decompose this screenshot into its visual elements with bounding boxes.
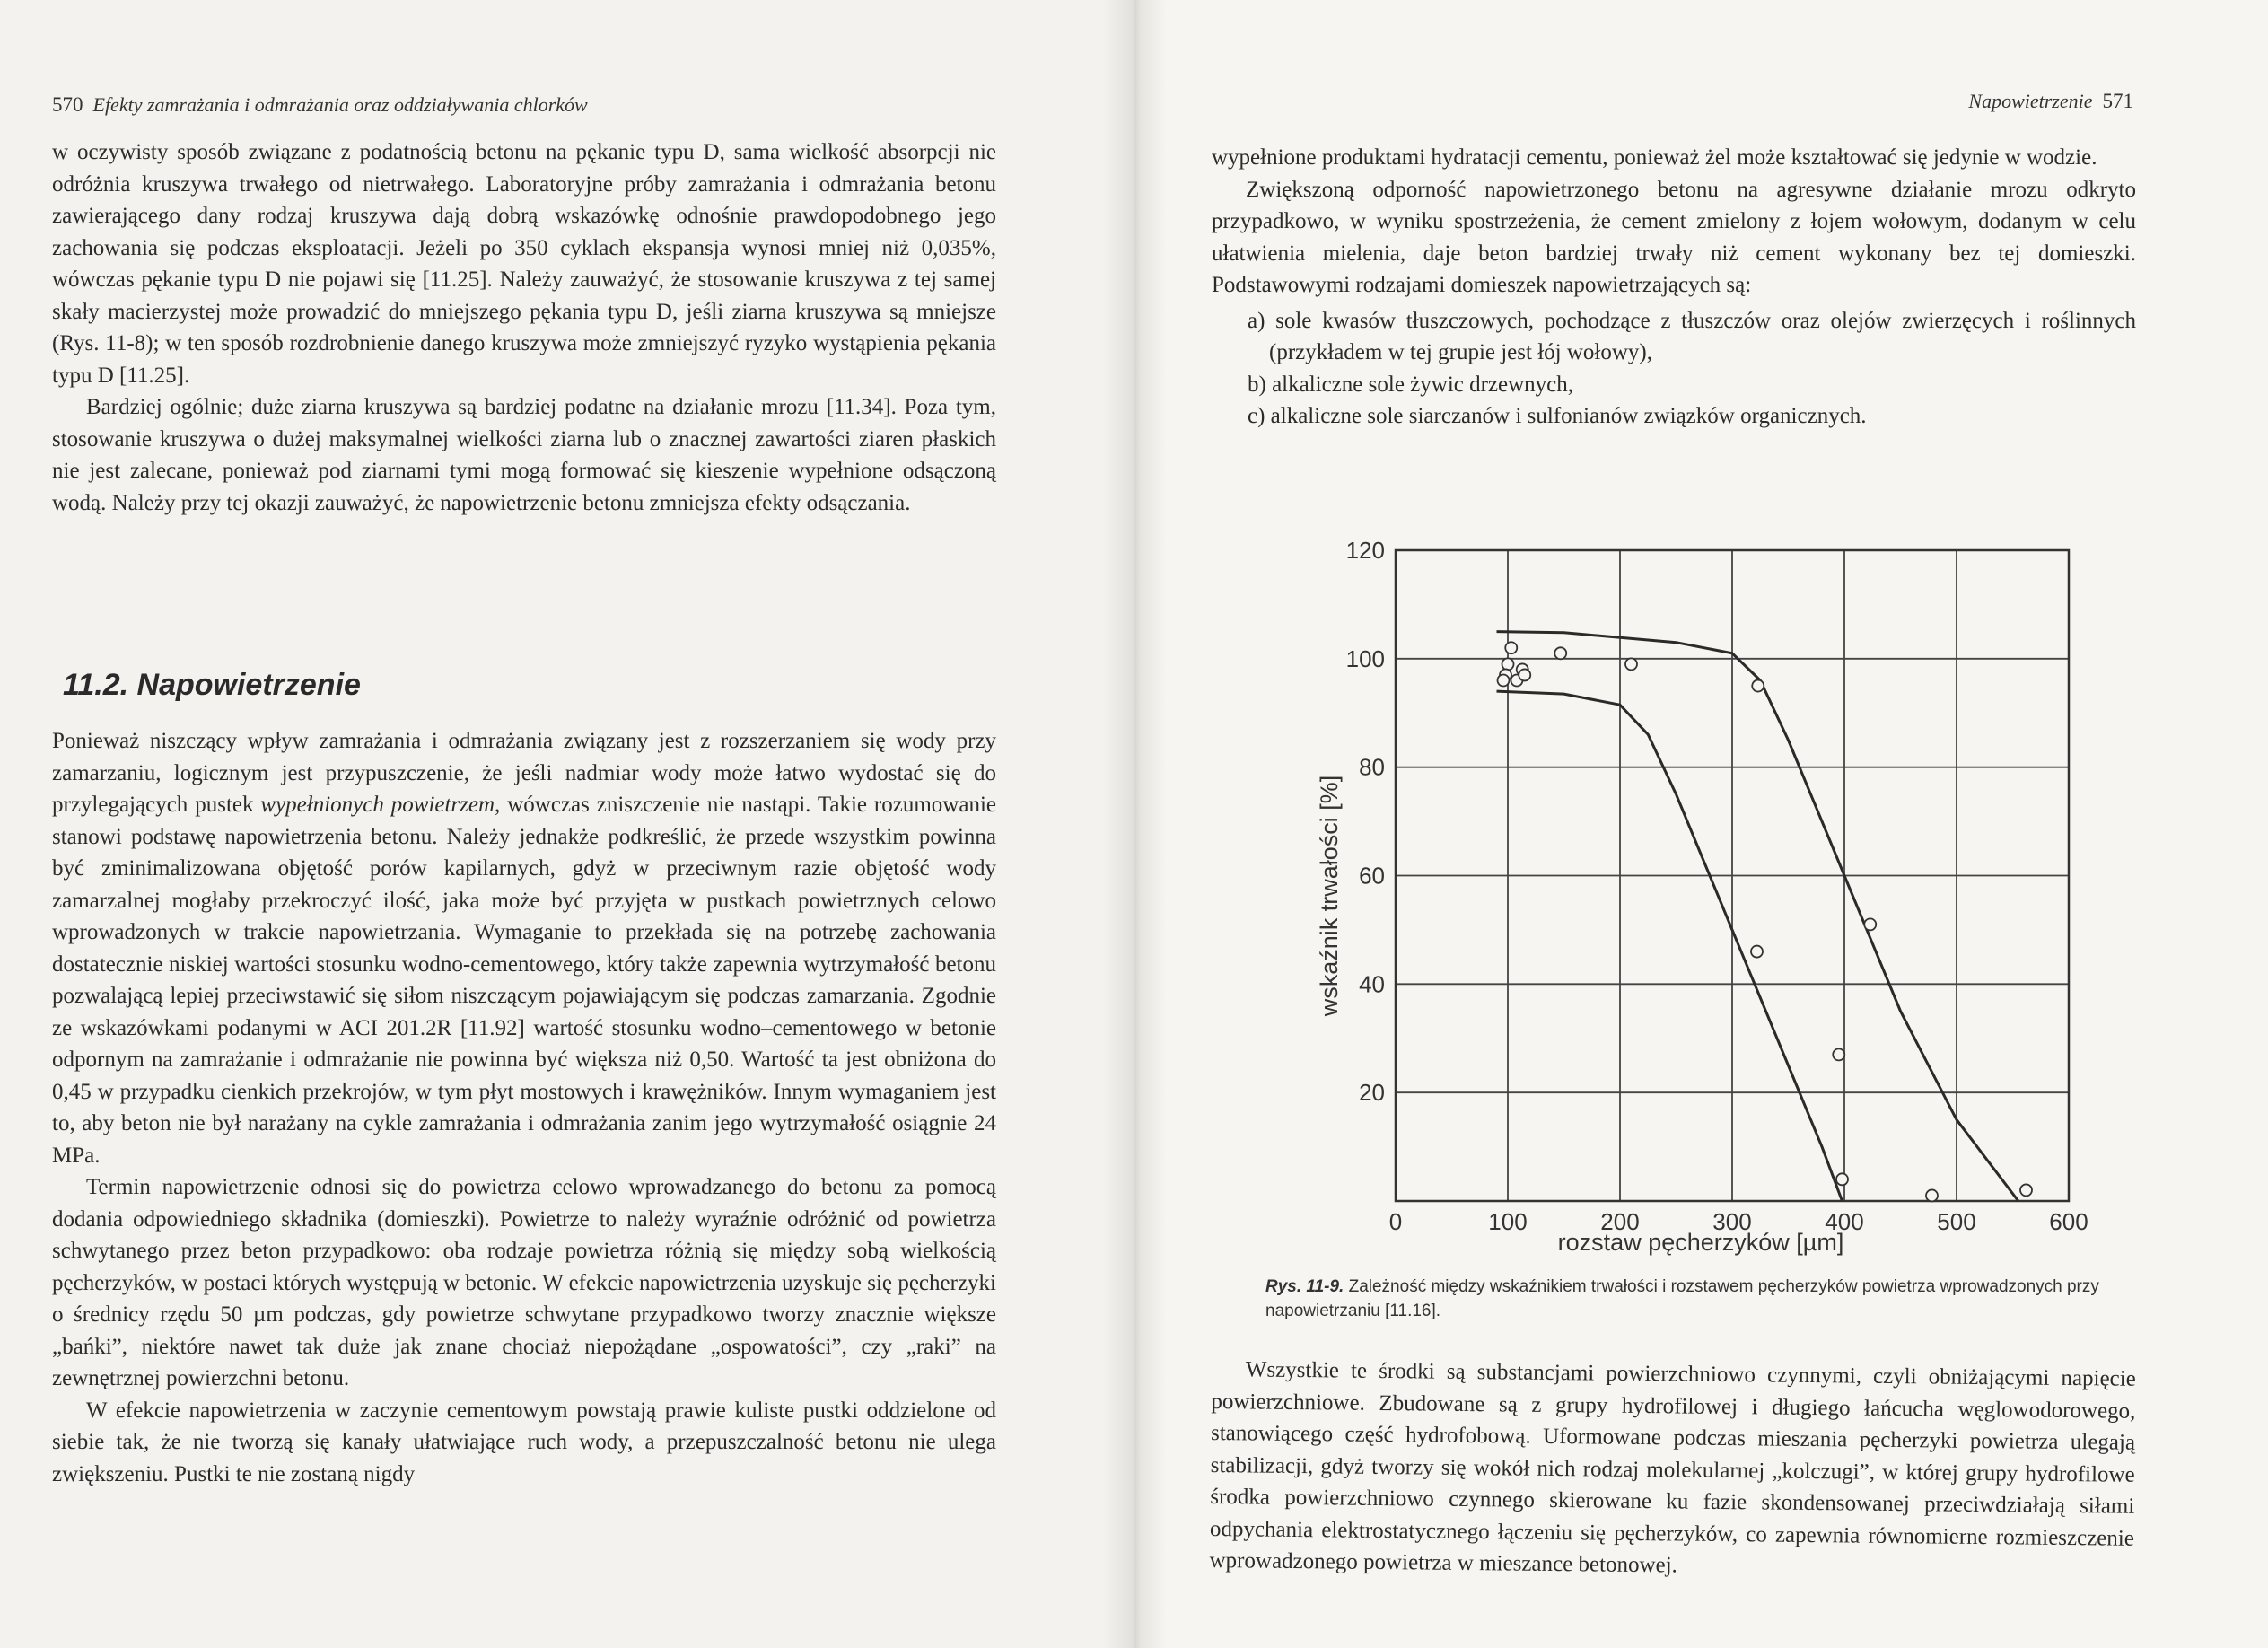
chart-points bbox=[1498, 642, 2033, 1201]
x-tick-label: 600 bbox=[2049, 1208, 2088, 1235]
right-paragraph-2: Zwiększoną odporność napowietrzonego betonu na agresywne działanie mrozu odkryto przypadkowo, w wyniku spostrzeżenia, że cement zmielony z łojem wołowym, dodanym w celu ułatwienia mielenia, daje beton bardziej trwały niż cement wykonany bez tej domieszki. Podstawowymi rodzajami domieszek napowietrzających są: bbox=[1212, 177, 2136, 297]
y-tick-label: 20 bbox=[1359, 1079, 1385, 1107]
left-paragraph-1: w oczywisty sposób związane z podatnością betonu na pękanie typu D, sama wielkość absorpcji nie odróżnia kruszywa trwałego od nietrwałego. Laboratoryjne próby zamrażania i odmrażania betonu zawierającego dany rodzaj kruszywa dają dobrą wskazówkę odnośnie prawdopodobnego jego zachowania się podczas eksploatacji. Jeżeli po 350 cyklach ekspansja wynosi mniej niż 0,035%, wówczas pękanie typu D nie pojawi się [11.25]. Należy zauważyć, że stosowanie kruszywa z tej samej skały macierzystej może prowadzić do mniejszego pękania typu D, jeśli ziarna kruszywa są mniejsze (Rys. 11-8); w ten sposób rozdrobnienie danego kruszywa może zmniejszyć ryzyko wystąpienia pękania typu D [11.25]. bbox=[52, 140, 996, 388]
y-axis-label: wskaźnik trwałości [%] bbox=[1316, 775, 1343, 1017]
caption-text: Zależność między wskaźnikiem trwałości i rozstawem pęcherzyków powietrza wprowadzonych przy napowietrzaniu [11.16]. bbox=[1265, 1277, 2099, 1320]
right-text-bottom bbox=[1209, 1354, 2136, 1586]
x-tick-label: 300 bbox=[1712, 1208, 1752, 1235]
right-text-top bbox=[1212, 142, 2136, 433]
x-tick-label: 0 bbox=[1388, 1208, 1403, 1235]
data-point bbox=[1836, 1173, 1848, 1185]
caption-label: Rys. 11-9. bbox=[1265, 1277, 1344, 1296]
left-paragraph-3: Ponieważ niszczący wpływ zamrażania i odmrażania związany jest z rozszerzaniem się wody przy zamarzaniu, logicznym jest przypuszczenie, że jeśli nadmiar wody może łatwo wydostać się do przylegających pustek wypełnionych powietrzem, wówczas zniszczenie nie nastąpi. Takie rozumowanie stanowi podstawę napowietrzenia betonu. Należy jednakże podkreślić, że przede wszystkim powinna być zminimalizowana objętość porów kapilarnych, gdyż w przeciwnym razie objętość wody zamarzalnej mogłaby przekroczyć ilość, jaka może być przyjęta w pustkach powietrznych celowo wprowadzonych w trakcie napowietrzania. Wymaganie to przekłada się na potrzebę zachowania dostatecznie niskiej wartości stosunku wodno-cementowego, który także zapewnia wytrzymałość betonu pozwalającą lepiej przeciwstawić się siłom niszczącym pojawiającym się podczas zamarzania. Zgodnie ze wskazówkami podanymi w ACI 201.2R [11.92] wartość stosunku wodno–cementowego w betonie odpornym na zamrażanie i odmrażanie nie powinna być większa niż 0,50. Wartość ta jest obniżona do 0,45 w przypadku cienkich przekrojów, w tym płyt mostowych i krawężników. Innym wymaganiem jest to, aby beton nie był narażany na cykle zamrażania i odmrażania zanim jego wytrzymałość osiągnie 24 MPa. bbox=[52, 729, 996, 1168]
x-tick-label: 500 bbox=[1937, 1208, 1976, 1235]
data-point bbox=[1833, 1048, 1844, 1060]
book-gutter bbox=[1104, 0, 1167, 1648]
data-point bbox=[1864, 918, 1876, 930]
y-tick-label: 60 bbox=[1359, 862, 1385, 890]
trend-curve bbox=[1497, 632, 2018, 1201]
left-text-top bbox=[52, 136, 996, 519]
chart-ticks bbox=[1346, 537, 2088, 1235]
chart-curves bbox=[1497, 632, 2018, 1201]
left-text-bottom bbox=[52, 725, 996, 1490]
data-point bbox=[1625, 658, 1637, 670]
left-paragraph-2: Bardziej ogólnie; duże ziarna kruszywa są bardziej podatne na działanie mrozu [11.34]. Poza tym, stosowanie kruszywa o dużej maksymalnej wielkości ziarna lub o znacznej zawartości ziaren płaskich nie jest zalecane, ponieważ pod ziarnami tymi mogą formować się kieszenie wypełnione odsączoną wodą. Należy przy tej okazji zauważyć, że napowietrzenie betonu zmniejsza efekty odsączania. bbox=[52, 395, 996, 515]
y-tick-label: 120 bbox=[1345, 537, 1385, 564]
durability-chart bbox=[1310, 537, 2088, 1273]
list-item: c) alkaliczne sole siarczanów i sulfonianów związków organicznych. bbox=[1248, 404, 1867, 428]
data-point bbox=[1505, 642, 1517, 653]
x-tick-label: 400 bbox=[1825, 1208, 1864, 1235]
y-tick-label: 80 bbox=[1359, 753, 1385, 781]
list-item: a) sole kwasów tłuszczowych, pochodzące z tłuszczów oraz olejów zwierzęcych i roślinnych (przykładem w tej grupie jest łój wołowy), bbox=[1248, 308, 2136, 364]
data-point bbox=[1519, 669, 1530, 680]
data-point bbox=[2020, 1184, 2032, 1196]
right-running-head bbox=[1968, 90, 2133, 113]
admixture-list bbox=[1212, 305, 2136, 433]
right-paragraph-3: Wszystkie te środki są substancjami powierzchniowo czynnymi, czyli obniżającymi napięcie powierzchniowe. Zbudowane są z grupy hydrofilowej i długiego łańcucha węglowodorowego, stanowiącego część hydrofobową. Uformowane podczas mieszania pęcherzyki powietrza ulegają stabilizacji, gdyż tworzy się wokół nich rodzaj molekularnej „kolczugi”, w której grupy hydrofilowe środka powierzchniowo czynnego skierowane ku fazie skondensowanej przeciwdziałają siłami odpychania elektrostatycznego łączeniu się pęcherzyków, co zapewnia równomierne rozmieszczenie wprowadzonego powietrza w mieszance betonowej. bbox=[1209, 1357, 2136, 1578]
section-heading: 11.2. Napowietrzenie bbox=[63, 668, 361, 702]
left-page-number: 570 bbox=[52, 93, 83, 116]
data-point bbox=[1752, 680, 1764, 692]
right-running-title: Napowietrzenie bbox=[1968, 90, 2093, 112]
list-item: b) alkaliczne sole żywic drzewnych, bbox=[1248, 372, 1574, 397]
figure-caption bbox=[1265, 1275, 2136, 1323]
right-paragraph-1: wypełnione produktami hydratacji cementu, ponieważ żel może kształtować się jedynie w wodzie. bbox=[1212, 145, 2097, 170]
left-paragraph-5: W efekcie napowietrzenia w zaczynie cementowym powstają prawie kuliste pustki oddzielone od siebie tak, że nie tworzą się kanały ułatwiające ruch wody, a przepuszczalność betonu nie ulega zwiększeniu. Pustki te nie zostaną nigdy bbox=[52, 1398, 996, 1486]
data-point bbox=[1502, 658, 1514, 670]
left-paragraph-4: Termin napowietrzenie odnosi się do powietrza celowo wprowadzanego do betonu za pomocą dodania odpowiedniego składnika (domieszki). Powietrze to należy wyraźnie odróżnić od powietrza schwytanego przez beton przypadkowo: oba rodzaje powietrza różnią się między sobą wielkością pęcherzyków, w postaci których występują w betonie. W efekcie napowietrzenia uzyskuje się pęcherzyki o średnicy rzędu 50 µm podczas, gdy powietrze schwytane przypadkowo tworzy znacznie większe „bańki”, niektóre nawet tak duże jak znane chociaż niepożądane „ospowatości”, czy „raki” na zewnętrznej powierzchni betonu. bbox=[52, 1175, 996, 1390]
data-point bbox=[1498, 675, 1510, 687]
data-point bbox=[1554, 647, 1566, 659]
right-page-number: 571 bbox=[2102, 90, 2133, 112]
left-running-title: Efekty zamrażania i odmrażania oraz oddziaływania chlorków bbox=[92, 93, 588, 116]
data-point bbox=[1751, 946, 1763, 958]
chart-grid bbox=[1396, 550, 2069, 1201]
x-axis-label: rozstaw pęcherzyków [µm] bbox=[1557, 1229, 1844, 1256]
data-point bbox=[1926, 1189, 1938, 1201]
y-tick-label: 100 bbox=[1345, 644, 1385, 672]
x-tick-label: 200 bbox=[1600, 1208, 1640, 1235]
x-tick-label: 100 bbox=[1488, 1208, 1528, 1235]
left-running-head bbox=[52, 93, 588, 117]
y-tick-label: 40 bbox=[1359, 970, 1385, 998]
